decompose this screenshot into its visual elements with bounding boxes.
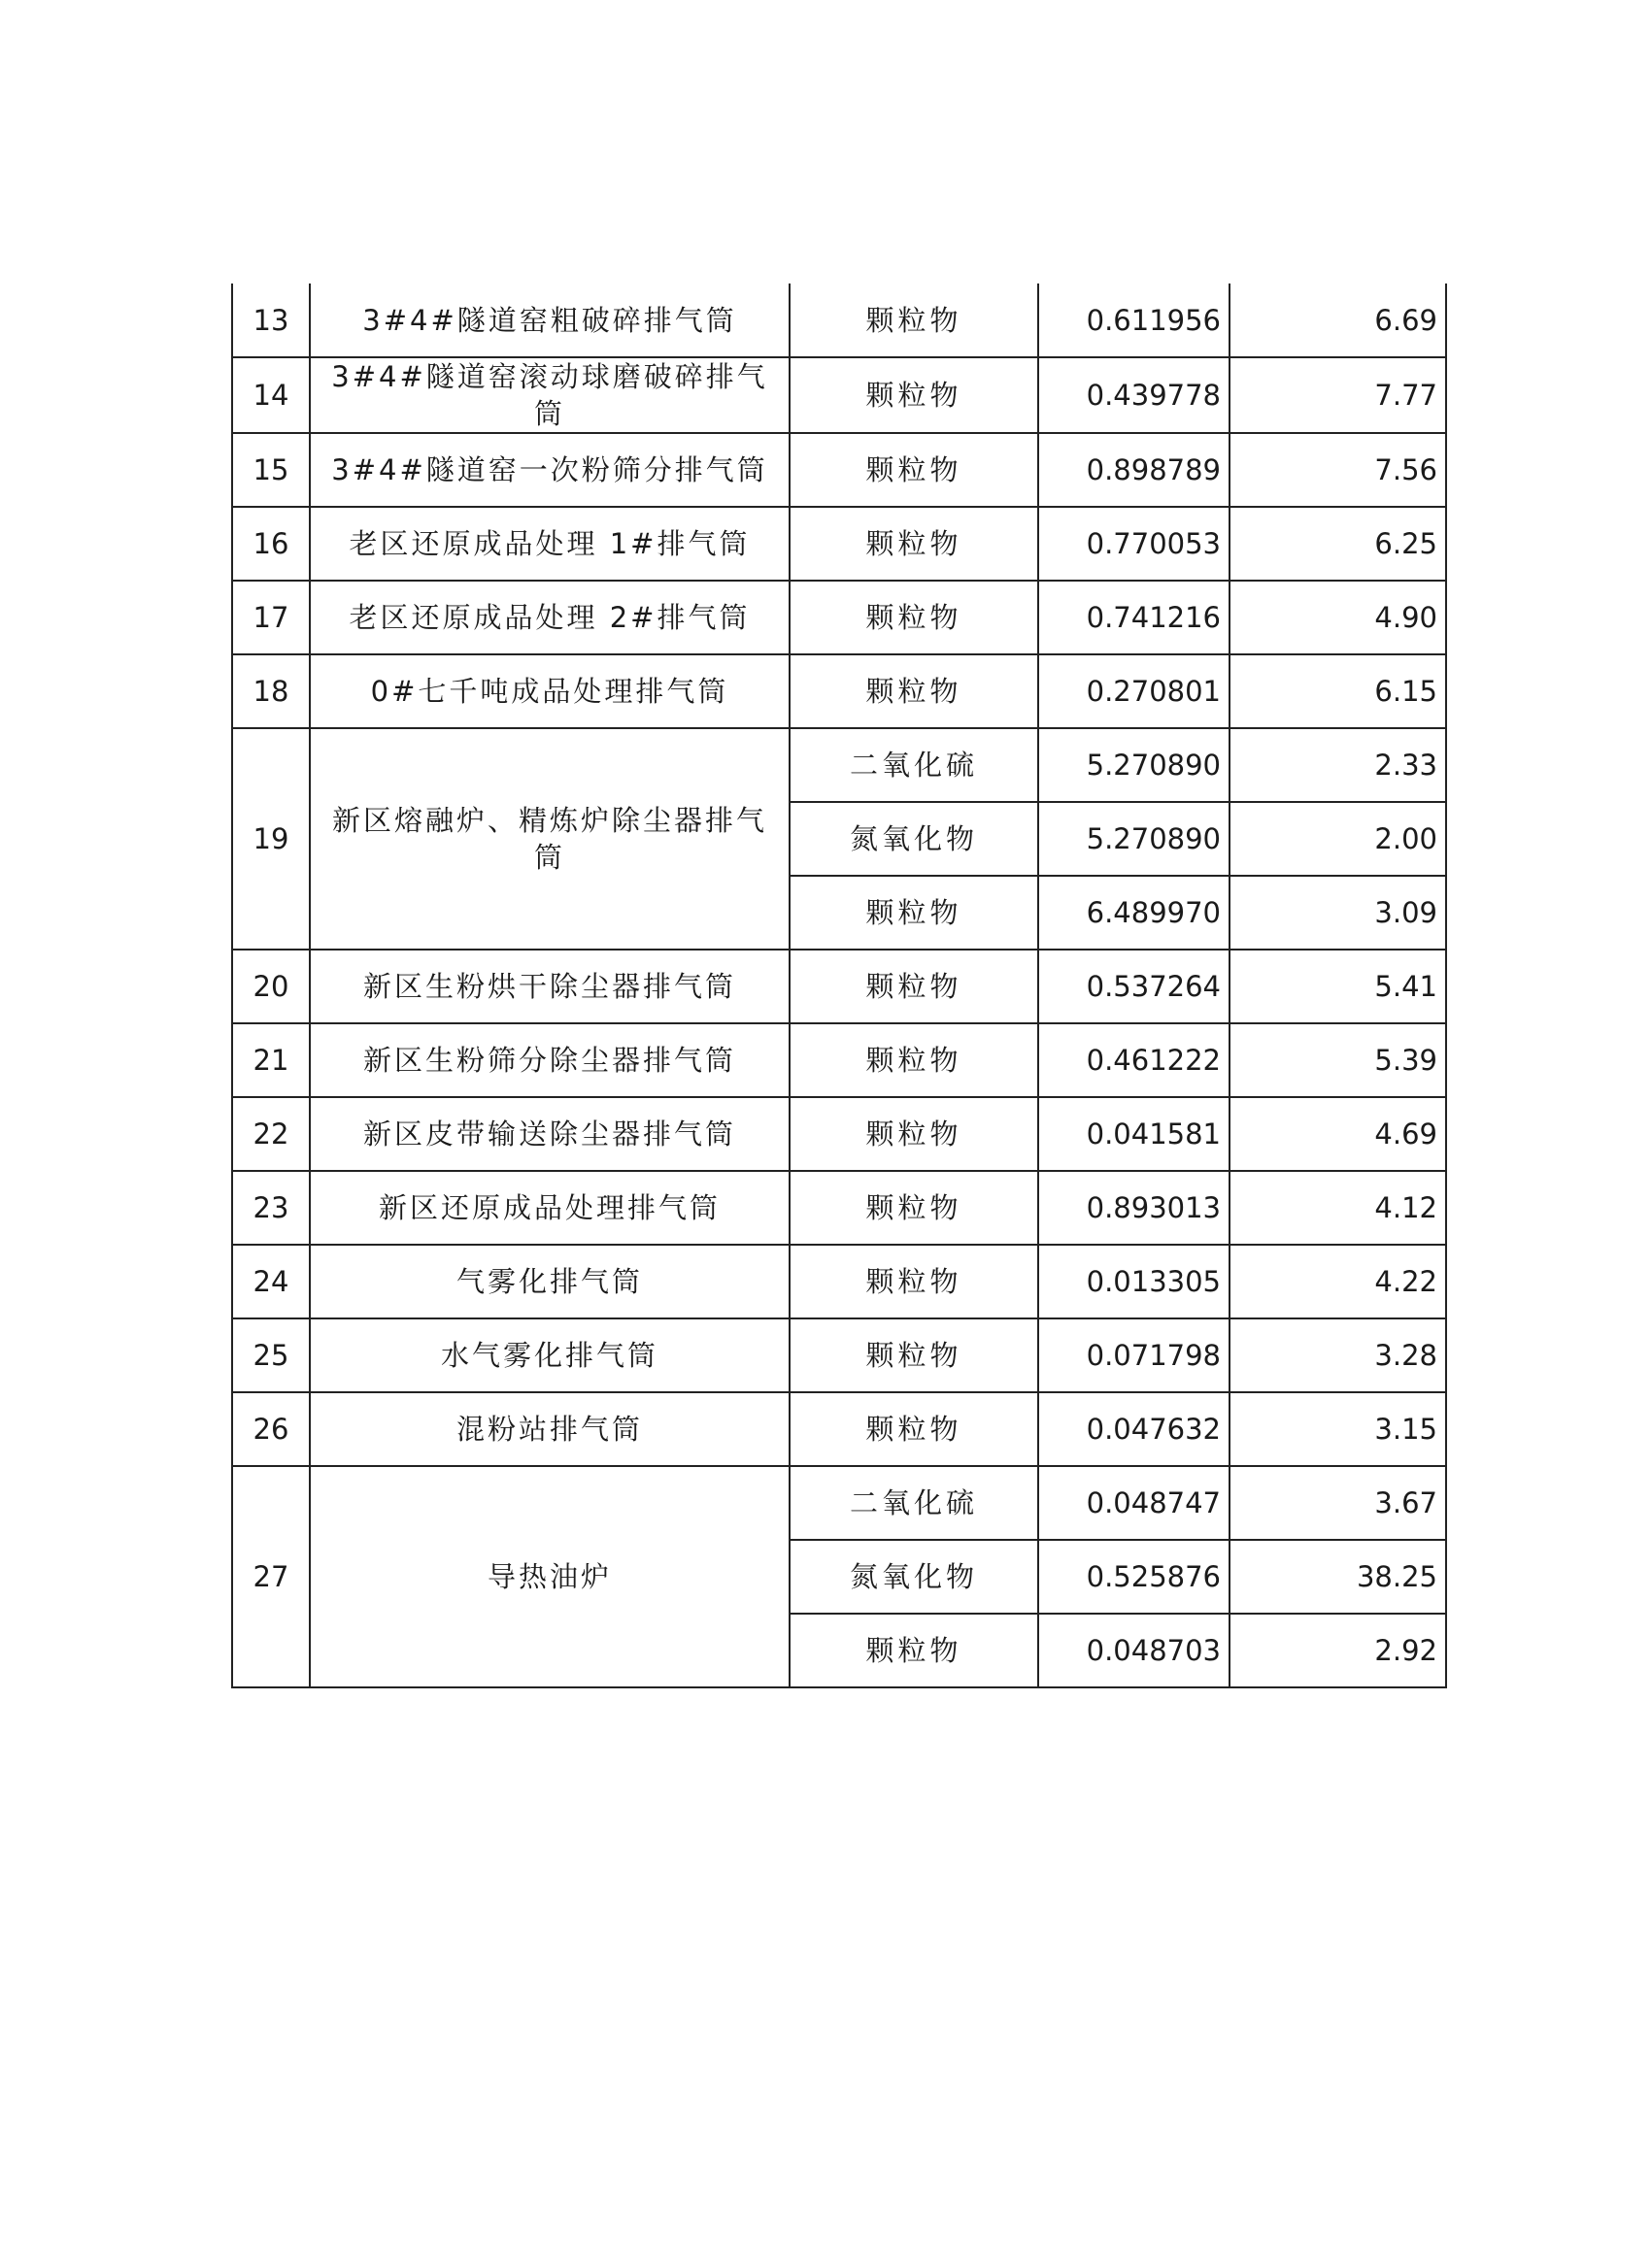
pollutant-cell: 颗粒物 <box>790 581 1038 654</box>
emission-rate-cell: 3.67 <box>1230 1466 1446 1540</box>
emission-value-cell: 0.525876 <box>1038 1540 1230 1614</box>
emission-value-cell: 0.898789 <box>1038 433 1230 507</box>
emission-value-cell: 0.048703 <box>1038 1614 1230 1687</box>
table-row <box>232 1466 1446 1540</box>
table-row <box>232 1171 1446 1245</box>
emission-rate-cell: 4.69 <box>1230 1097 1446 1171</box>
outlet-name-cell: 老区还原成品处理 1#排气筒 <box>310 507 790 581</box>
emission-value-cell: 0.461222 <box>1038 1023 1230 1097</box>
table-row <box>232 1392 1446 1466</box>
pollutant-cell: 颗粒物 <box>790 1614 1038 1687</box>
pollutant-cell: 二氧化硫 <box>790 728 1038 802</box>
pollutant-cell: 颗粒物 <box>790 1392 1038 1466</box>
row-number-cell: 24 <box>232 1245 310 1318</box>
emission-value-cell: 0.047632 <box>1038 1392 1230 1466</box>
outlet-name-cell: 3#4#隧道窑滚动球磨破碎排气筒 <box>310 357 790 433</box>
emission-value-cell: 0.071798 <box>1038 1318 1230 1392</box>
pollutant-cell: 颗粒物 <box>790 1245 1038 1318</box>
table-row <box>232 1023 1446 1097</box>
emission-value-cell: 0.270801 <box>1038 654 1230 728</box>
pollutant-cell: 颗粒物 <box>790 433 1038 507</box>
table-row <box>232 728 1446 802</box>
pollutant-cell: 颗粒物 <box>790 1097 1038 1171</box>
emission-rate-cell: 7.77 <box>1230 357 1446 433</box>
emission-rate-cell: 3.28 <box>1230 1318 1446 1392</box>
pollutant-cell: 颗粒物 <box>790 357 1038 433</box>
emissions-table <box>231 284 1447 1688</box>
emission-value-cell: 5.270890 <box>1038 802 1230 876</box>
emission-rate-cell: 38.25 <box>1230 1540 1446 1614</box>
emission-rate-cell: 7.56 <box>1230 433 1446 507</box>
emissions-table-body <box>232 284 1446 1687</box>
row-number-cell: 19 <box>232 728 310 950</box>
row-number-cell: 18 <box>232 654 310 728</box>
emission-rate-cell: 2.33 <box>1230 728 1446 802</box>
emission-rate-cell: 3.15 <box>1230 1392 1446 1466</box>
outlet-name-cell: 新区还原成品处理排气筒 <box>310 1171 790 1245</box>
row-number-cell: 15 <box>232 433 310 507</box>
emission-value-cell: 0.741216 <box>1038 581 1230 654</box>
emission-rate-cell: 3.09 <box>1230 876 1446 950</box>
emission-value-cell: 0.611956 <box>1038 284 1230 357</box>
outlet-name-cell: 混粉站排气筒 <box>310 1392 790 1466</box>
table-row <box>232 654 1446 728</box>
pollutant-cell: 二氧化硫 <box>790 1466 1038 1540</box>
emission-rate-cell: 5.41 <box>1230 950 1446 1023</box>
pollutant-cell: 颗粒物 <box>790 284 1038 357</box>
emission-rate-cell: 2.92 <box>1230 1614 1446 1687</box>
row-number-cell: 13 <box>232 284 310 357</box>
emission-value-cell: 0.770053 <box>1038 507 1230 581</box>
table-row <box>232 284 1446 357</box>
emission-value-cell: 0.048747 <box>1038 1466 1230 1540</box>
outlet-name-cell: 气雾化排气筒 <box>310 1245 790 1318</box>
outlet-name-cell: 0#七千吨成品处理排气筒 <box>310 654 790 728</box>
pollutant-cell: 颗粒物 <box>790 876 1038 950</box>
emission-rate-cell: 6.69 <box>1230 284 1446 357</box>
row-number-cell: 25 <box>232 1318 310 1392</box>
table-row <box>232 507 1446 581</box>
emission-value-cell: 0.893013 <box>1038 1171 1230 1245</box>
row-number-cell: 22 <box>232 1097 310 1171</box>
outlet-name-cell: 新区熔融炉、精炼炉除尘器排气筒 <box>310 728 790 950</box>
outlet-name-cell: 导热油炉 <box>310 1466 790 1687</box>
pollutant-cell: 颗粒物 <box>790 1318 1038 1392</box>
table-row <box>232 1245 1446 1318</box>
outlet-name-cell: 新区生粉筛分除尘器排气筒 <box>310 1023 790 1097</box>
outlet-name-cell: 老区还原成品处理 2#排气筒 <box>310 581 790 654</box>
row-number-cell: 20 <box>232 950 310 1023</box>
row-number-cell: 27 <box>232 1466 310 1687</box>
row-number-cell: 16 <box>232 507 310 581</box>
row-number-cell: 17 <box>232 581 310 654</box>
table-row <box>232 357 1446 433</box>
emission-rate-cell: 4.22 <box>1230 1245 1446 1318</box>
outlet-name-cell: 新区生粉烘干除尘器排气筒 <box>310 950 790 1023</box>
emission-value-cell: 0.537264 <box>1038 950 1230 1023</box>
emission-rate-cell: 5.39 <box>1230 1023 1446 1097</box>
emission-value-cell: 6.489970 <box>1038 876 1230 950</box>
emission-rate-cell: 2.00 <box>1230 802 1446 876</box>
pollutant-cell: 颗粒物 <box>790 654 1038 728</box>
outlet-name-cell: 3#4#隧道窑粗破碎排气筒 <box>310 284 790 357</box>
pollutant-cell: 颗粒物 <box>790 1023 1038 1097</box>
outlet-name-cell: 水气雾化排气筒 <box>310 1318 790 1392</box>
outlet-name-cell: 3#4#隧道窑一次粉筛分排气筒 <box>310 433 790 507</box>
emission-rate-cell: 6.25 <box>1230 507 1446 581</box>
pollutant-cell: 颗粒物 <box>790 507 1038 581</box>
emission-rate-cell: 4.90 <box>1230 581 1446 654</box>
row-number-cell: 21 <box>232 1023 310 1097</box>
emission-value-cell: 0.041581 <box>1038 1097 1230 1171</box>
emission-rate-cell: 4.12 <box>1230 1171 1446 1245</box>
outlet-name-cell: 新区皮带输送除尘器排气筒 <box>310 1097 790 1171</box>
emission-value-cell: 0.013305 <box>1038 1245 1230 1318</box>
row-number-cell: 14 <box>232 357 310 433</box>
table-row <box>232 581 1446 654</box>
pollutant-cell: 氮氧化物 <box>790 1540 1038 1614</box>
emission-value-cell: 0.439778 <box>1038 357 1230 433</box>
pollutant-cell: 颗粒物 <box>790 950 1038 1023</box>
pollutant-cell: 颗粒物 <box>790 1171 1038 1245</box>
row-number-cell: 26 <box>232 1392 310 1466</box>
table-row <box>232 433 1446 507</box>
table-row <box>232 1318 1446 1392</box>
pollutant-cell: 氮氧化物 <box>790 802 1038 876</box>
table-row <box>232 1097 1446 1171</box>
emission-rate-cell: 6.15 <box>1230 654 1446 728</box>
emission-value-cell: 5.270890 <box>1038 728 1230 802</box>
table-row <box>232 950 1446 1023</box>
row-number-cell: 23 <box>232 1171 310 1245</box>
